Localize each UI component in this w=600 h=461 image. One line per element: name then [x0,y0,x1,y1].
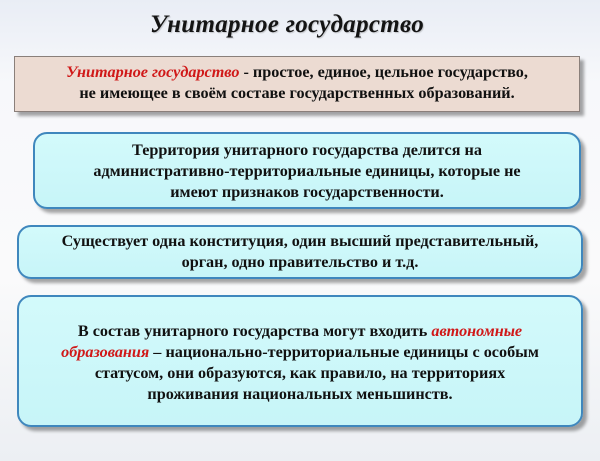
autonomy-term-part-1: автономные [431,322,523,340]
definition-line-2: не имеющее в своём составе государственных образований. [79,84,515,102]
autonomy-card-line-2 [19,342,581,363]
constitution-card-line-2: орган, одно правительство и т.д. [181,253,419,271]
constitution-card [17,225,583,279]
definition-term: Унитарное государство [66,63,240,81]
autonomy-card-text-2: – национально-территориальные единицы с особым [149,343,539,361]
autonomy-card-line-1 [19,321,581,342]
definition-box [14,56,580,112]
constitution-card-line-1: Существует одна конституция, один высший представительный, [61,232,539,250]
autonomy-card-text-1: В состав унитарного государства могут входить [77,322,432,340]
slide-title: Унитарное государство [150,11,424,38]
autonomy-card-line-3: статусом, они образуются, как правило, на территориях [94,364,506,382]
territory-card-line-1: Территория унитарного государства делится на [132,141,482,159]
autonomy-term-part-2: образования [61,343,150,361]
territory-card [33,132,581,209]
autonomy-card-line-4: проживания национальных меньшинств. [147,385,453,403]
definition-text-1: - простое, единое, цельное государство, [239,63,528,81]
autonomy-card [17,295,583,427]
definition-line-1 [15,62,579,83]
territory-card-line-2: административно-территориальные единицы, которые не [93,162,521,180]
territory-card-line-3: имеют признаков государственности. [170,183,444,201]
